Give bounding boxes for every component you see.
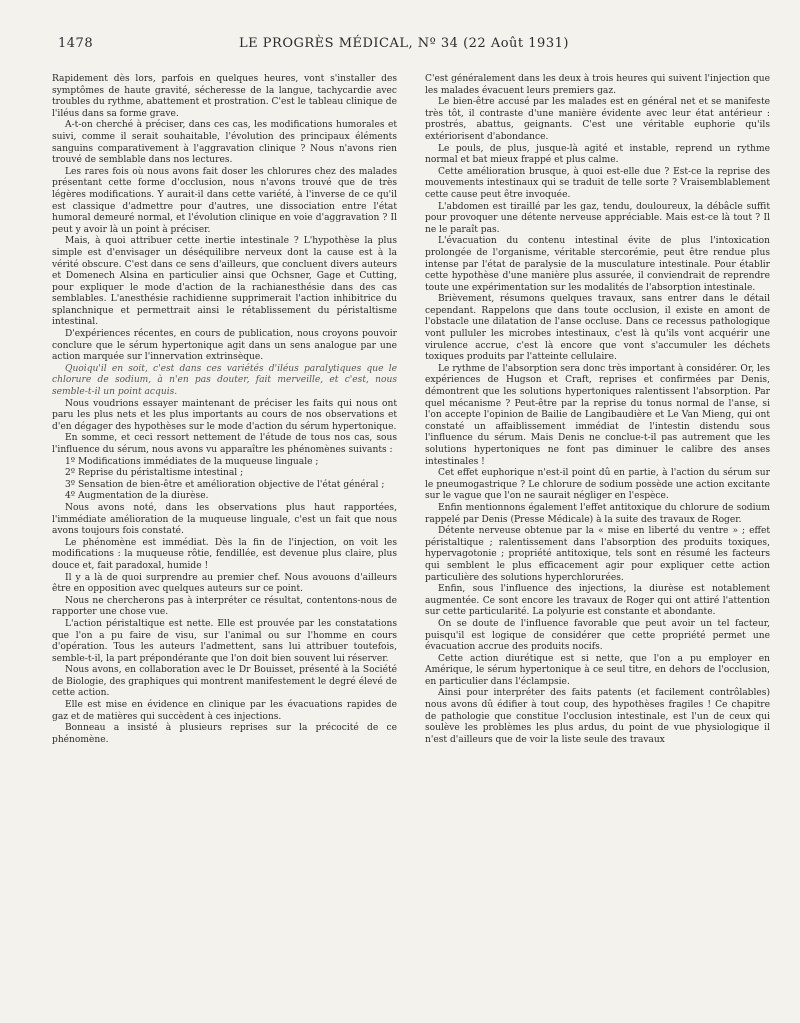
paragraph: Bonneau a insisté à plusieurs reprises sur la précocité de ce phénomène.: [52, 723, 397, 745]
paragraph: A-t-on cherché à préciser, dans ces cas, les modifications humorales et suivi, comme il serait souhaitable, l'évolution des principaux éléments sanguins comparativement à l'aggravation clinique ? Nous n'avons rien trouvé de semblable dans nos lectures.: [52, 120, 397, 166]
paragraph: Enfin mentionnons également l'effet antitoxique du chlorure de sodium rappelé par Denis (Presse Médicale) à la suite des travaux de Roger.: [425, 502, 770, 525]
paragraph: Elle est mise en évidence en clinique par les évacuations rapides de gaz et de matières qui succèdent à ces injections.: [52, 700, 397, 722]
paragraph: On se doute de l'influence favorable que peut avoir un tel facteur, puisqu'il est logique de considérer que cette propriété permet une évacuation accrue des produits nocifs.: [425, 618, 770, 653]
paragraph: Brièvement, résumons quelques travaux, sans entrer dans le détail cependant. Rappelons que dans toute occlusion, il existe en amont de l'obstacle une dilatation de l'anse occluse. Dans ce recessus pathologique vont pulluler les microbes intestinaux, c'est là qu'ils vont acquérir une virulence accrue, c'est là encore que vont s'accumuler les déchets toxiques produits par l'atteinte cellulaire.: [425, 294, 770, 363]
list-item: 4º Augmentation de la diurèse.: [65, 491, 209, 502]
paragraph: Le phénomène est immédiat. Dès la fin de l'injection, on voit les modifications : la muqueuse rôtie, fendillée, est devenue plus claire, plus douce et, fait paradoxal, humide !: [52, 537, 397, 571]
list-item: 2º Reprise du péristaltisme intestinal ;: [65, 468, 244, 479]
right-column: [425, 74, 770, 746]
page-number: 1478: [58, 36, 94, 51]
paragraph: L'évacuation du contenu intestinal évite de plus l'intoxication prolongée de l'organisme, véritable stercorémie, peut être rendue plus intense par l'état de paralysie de la musculature intestinale. Pour établir cette hypothèse d'une manière plus assurée, il conviendrait de reprendre toute une expérimentation sur les modalités de l'absorption intestinale.: [425, 236, 770, 293]
italic-note: Quoiqu'il en soit, c'est dans ces variétés d'iléus paralytiques que le chlorure de sodium, à n'en pas douter, fait merveille, et c'est, nous semble-t-il un point acquis.: [52, 363, 397, 398]
paragraph: Cet effet euphorique n'est-il point dû en partie, à l'action du sérum sur le pneumogastrique ? Le chlorure de sodium possède une action excitante sur le vague que l'on ne saurait négliger en l'espèce.: [425, 468, 770, 502]
paragraph: L'action péristaltique est nette. Elle est prouvée par les constatations que l'on a pu faire de visu, sur l'animal ou sur l'homme en cours d'opération. Tous les auteurs l'admettent, sans lui attribuer toutefois, semble-t-il, la part prépondérante que l'on doit bien souvent lui réserver.: [52, 618, 397, 664]
list-item: 3º Sensation de bien-être et amélioration objective de l'état général ;: [65, 479, 385, 490]
paragraph: Ainsi pour interpréter des faits patents (et facilement contrôlables) nous avons dû édifier à tout coup, des hypothèses fragiles ! Ce chapitre de pathologie que constitue l'occlusion intestinale, est l'un de ceux qui soulève les problèmes les plus ardus, du point de vue physiologique il n'est d'ailleurs que de voir la liste seule des travaux: [425, 688, 770, 745]
paragraph: Cette action diurétique est si nette, que l'on a pu employer en Amérique, le sérum hypertonique à ce seul titre, en dehors de l'occlusion, en particulier dans l'éclampsie.: [425, 653, 770, 687]
paragraph: En somme, et ceci ressort nettement de l'étude de tous nos cas, sous l'influence du sérum, nous avons vu apparaître les phénomènes suivants :: [52, 433, 397, 455]
paragraph: Cette amélioration brusque, à quoi est-elle due ? Est-ce la reprise des mouvements intestinaux qui se traduit de telle sorte ? Vraisemblablement cette cause peut être invoquée.: [425, 166, 770, 200]
paragraph: Nous ne chercherons pas à interpréter ce résultat, contentons-nous de rapporter une chose vue.: [52, 595, 397, 618]
paragraph: Nous voudrions essayer maintenant de préciser les faits qui nous ont paru les plus nets et les plus importants au cours de nos observations et d'en dégager des hypothèses sur le mode d'action du sérum hypertonique.: [52, 398, 397, 432]
paragraph: C'est généralement dans les deux à trois heures qui suivent l'injection que les malades évacuent leurs premiers gaz.: [425, 74, 770, 96]
paragraph: Il y a là de quoi surprendre au premier chef. Nous avouons d'ailleurs être en opposition avec quelques auteurs sur ce point.: [52, 572, 397, 595]
running-title: LE PROGRÈS MÉDICAL, Nº 34 (22 Août 1931): [239, 36, 569, 51]
paragraph: Le bien-être accusé par les malades est en général net et se manifeste très tôt, il contraste d'une manière évidente avec leur état antérieur : prostrés, abattus, geignants. C'est une véritable euphorie qu'ils extériorisent d'abondance.: [425, 97, 770, 142]
paragraph: Enfin, sous l'influence des injections, la diurèse est notablement augmentée. Ce sont encore les travaux de Roger qui ont attiré l'attention sur cette particularité. La polyurie est constante et abondante.: [425, 584, 770, 618]
paragraph: D'expériences récentes, en cours de publication, nous croyons pouvoir conclure que le sérum hypertonique agit dans un sens analogue par une action marquée sur l'innervation extrinsèque.: [52, 329, 397, 363]
paragraph: Les rares fois où nous avons fait doser les chlorures chez des malades présentant cette forme d'occlusion, nous n'avons trouvé que de très légères modifications. Y aurait-il dans cette variété, à l'inverse de ce qu'il est classique d'admettre pour d'autres, une dissociation entre l'état humoral demeuré normal, et l'évolution clinique en voie d'aggravation ? Il peut y avoir là un point à préciser.: [52, 166, 397, 235]
paragraph: Détente nerveuse obtenue par la « mise en liberté du ventre » ; effet péristaltique ; ralentissement dans l'absorption des produits toxiques, hypervagotonie ; propriété antitoxique, tels sont en résumé les facteurs qui semblent le plus efficacement agir pour expliquer cette action particulière des solutions hyperchlorurées.: [425, 526, 770, 583]
paragraph: Nous avons, en collaboration avec le Dr Bouisset, présenté à la Société de Biologie, des graphiques qui montrent manifestement le degré élevé de cette action.: [52, 665, 397, 699]
paragraph: Le pouls, de plus, jusque-là agité et instable, reprend un rythme normal et bat mieux frappé et plus calme.: [425, 143, 770, 166]
left-column: [52, 74, 397, 746]
paragraph: L'abdomen est tiraillé par les gaz, tendu, douloureux, la débâcle suffit pour provoquer une détente nerveuse appréciable. Mais est-ce là tout ? Il ne le paraît pas.: [425, 201, 770, 235]
paragraph: Rapidement dès lors, parfois en quelques heures, vont s'installer des symptômes de haute gravité, sécheresse de la langue, tachycardie avec troubles du rythme, abattement et prostration. C'est le tableau clinique de l'iléus dans sa forme grave.: [52, 74, 397, 119]
paragraph: Le rythme de l'absorption sera donc très important à considérer. Or, les expériences de Hugson et Craft, reprises et confirmées par Denis, démontrent que les solutions hypertoniques ralentissent l'absorption. Par quel mécanisme ? Peut-être par la reprise du tonus normal de l'anse, si l'on accepte l'opinion de Bailie de Langibaudière et Le Van Mieng, qui ont constaté un affaiblissement immédiat de l'intestin distendu sous l'influence du sérum. Mais Denis ne conclue-t-il pas autrement que les solutions hypertoniques ne font pas diminuer le calibre des anses intestinales !: [425, 363, 770, 467]
paragraph: Nous avons noté, dans les observations plus haut rapportées, l'immédiate amélioration de la muqueuse linguale, c'est un fait que nous avons toujours fois constaté.: [52, 502, 397, 537]
paragraph: Mais, à quoi attribuer cette inertie intestinale ? L'hypothèse la plus simple est d'envisager un déséquilibre nerveux dont la cause est à la vérité obscure. C'est dans ce sens d'ailleurs, que concluent divers auteurs et Domenech Alsina en particulier ainsi que Ochsner, Gage et Cutting, pour expliquer le mode d'action de la rachianesthésie dans des cas semblables. L'anesthésie rachidienne supprimerait l'action inhibitrice du splanchnique et permettrait ainsi le rétablissement du péristaltisme intestinal.: [52, 236, 397, 328]
list-item: 1º Modifications immédiates de la muqueuse linguale ;: [65, 456, 319, 467]
page-header: [58, 36, 750, 54]
